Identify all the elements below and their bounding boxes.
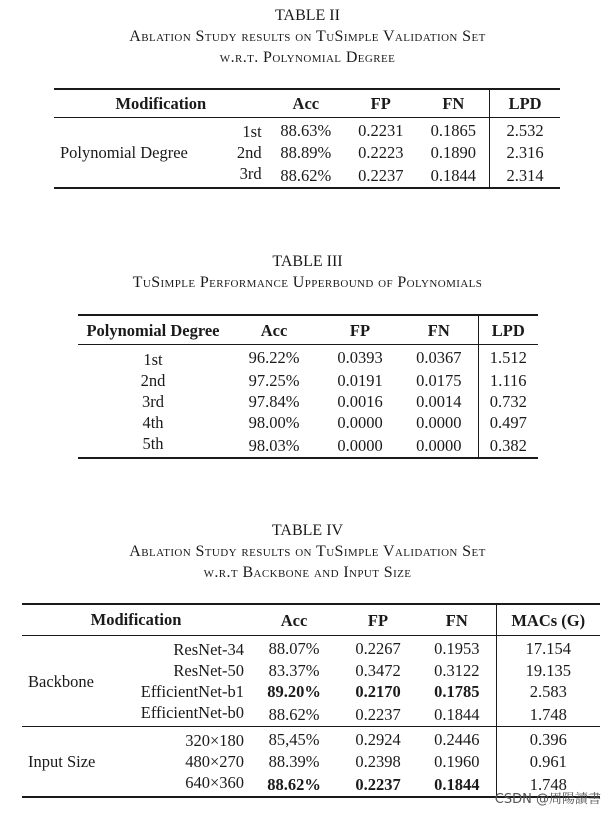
table4-caption-line2: w.r.t Backbone and Input Size bbox=[203, 564, 412, 581]
table3-header-row bbox=[78, 315, 538, 345]
table4-cell-acc: 88.62% bbox=[268, 704, 320, 724]
table3-cell-fp: 0.0000 bbox=[337, 435, 383, 455]
table3-cell-lpd: 1.116 bbox=[478, 370, 538, 391]
table2-header-modification: Modification bbox=[115, 94, 207, 113]
table3-cell-lpd: 0.732 bbox=[478, 391, 538, 412]
table4-cell-sub: ResNet-50 bbox=[173, 661, 244, 680]
table4-group-backbone: Backbone bbox=[28, 671, 94, 691]
table3-cell-fp: 0.0393 bbox=[337, 348, 383, 367]
table4-cell-macs: 1.748 bbox=[496, 772, 600, 797]
table-row bbox=[54, 118, 560, 143]
table3-header-fp: FP bbox=[349, 320, 371, 340]
table4-cell-acc: 83.37% bbox=[268, 661, 320, 680]
table3-caption-line1: TuSimple Performance Upperbound of Polynomials bbox=[132, 274, 483, 291]
table2-cell-sub: 1st bbox=[242, 122, 262, 141]
table4-group-input-size: Input Size bbox=[28, 752, 96, 771]
table3-cell-acc: 98.00% bbox=[248, 413, 300, 432]
table3-cell-degree: 1st bbox=[143, 350, 163, 369]
table3-cell-lpd: 0.497 bbox=[478, 412, 538, 433]
table2-caption-line1: Ablation Study results on TuSimple Validation Set bbox=[129, 28, 486, 45]
table4-cell-fn: 0.1960 bbox=[434, 752, 480, 771]
table4-header-fn: FN bbox=[445, 610, 468, 630]
table2-cell-lpd: 2.532 bbox=[490, 118, 560, 143]
table2-cell-sub: 3rd bbox=[239, 164, 262, 183]
table4-cell-sub: ResNet-34 bbox=[173, 640, 244, 659]
table4-cell-fn: 0.1844 bbox=[434, 704, 480, 724]
table4-cell-sub: EfficientNet-b1 bbox=[140, 682, 244, 701]
table-row bbox=[78, 412, 538, 433]
table2-header-fp: FP bbox=[370, 94, 391, 113]
table4-cell-macs: 0.396 bbox=[496, 727, 600, 752]
table-row bbox=[78, 370, 538, 391]
table4-cell-sub: 640×360 bbox=[185, 773, 244, 792]
table-row bbox=[78, 433, 538, 458]
table4-cell-sub: EfficientNet-b0 bbox=[140, 703, 244, 722]
table4-cell-fp: 0.2398 bbox=[355, 752, 401, 771]
table4-cell-acc-best: 89.20% bbox=[267, 682, 321, 701]
table4-header-macs: MACs (G) bbox=[496, 604, 600, 636]
table2-cell-fn: 0.1890 bbox=[430, 143, 477, 162]
table4-cell-macs: 2.583 bbox=[496, 681, 600, 702]
table2-header-acc: Acc bbox=[292, 94, 320, 113]
watermark: CSDN @周陽讀書 bbox=[494, 792, 601, 807]
table3-cell-fn: 0.0000 bbox=[416, 413, 462, 432]
table4-cell-acc: 88.07% bbox=[268, 638, 320, 658]
table3-cell-acc: 97.25% bbox=[248, 371, 300, 390]
table4-cell-fp-best: 0.2237 bbox=[355, 774, 401, 794]
table3-cell-fn: 0.0175 bbox=[416, 371, 462, 390]
table3-cell-degree: 4th bbox=[142, 413, 164, 432]
table2-cell-fn: 0.1865 bbox=[430, 120, 477, 140]
table-row bbox=[22, 636, 600, 661]
table3-header-degree: Polynomial Degree bbox=[86, 321, 220, 340]
table4-header-modification: Modification bbox=[90, 610, 182, 629]
table-row bbox=[78, 345, 538, 371]
table4-cell-fp: 0.2237 bbox=[355, 704, 401, 724]
table3-cell-lpd: 1.512 bbox=[478, 345, 538, 371]
table2-cell-acc: 88.89% bbox=[280, 143, 332, 162]
table3 bbox=[78, 314, 538, 459]
table4-cell-fn-best: 0.1785 bbox=[434, 682, 480, 701]
table4-cell-sub: 320×180 bbox=[185, 731, 244, 750]
table4-cell-macs: 19.135 bbox=[496, 660, 600, 681]
table3-header-lpd: LPD bbox=[478, 315, 538, 345]
table4-cell-fn: 0.1953 bbox=[434, 638, 480, 658]
table4-cell-fp-best: 0.2170 bbox=[355, 682, 401, 701]
table4-cell-macs: 17.154 bbox=[496, 636, 600, 661]
table3-cell-lpd: 0.382 bbox=[478, 433, 538, 458]
table2-caption-line2: w.r.t. Polynomial Degree bbox=[219, 49, 396, 66]
table4-cell-acc: 85,45% bbox=[268, 729, 320, 749]
table4-cell-fp: 0.2267 bbox=[355, 638, 401, 658]
table-row bbox=[78, 391, 538, 412]
table-row bbox=[22, 727, 600, 752]
table4-header-acc: Acc bbox=[280, 610, 308, 630]
table3-header-acc: Acc bbox=[260, 320, 288, 340]
table4-title: TABLE IV bbox=[271, 522, 344, 539]
table4 bbox=[22, 603, 600, 798]
table3-cell-acc: 98.03% bbox=[248, 435, 300, 455]
table3-cell-fn: 0.0367 bbox=[416, 348, 462, 367]
table2-cell-fp: 0.2223 bbox=[358, 143, 404, 162]
table4-cell-fp: 0.2924 bbox=[355, 729, 401, 749]
table2-title: TABLE II bbox=[275, 7, 340, 24]
table2-cell-acc: 88.63% bbox=[280, 120, 332, 140]
table4-header-row bbox=[22, 604, 600, 636]
table3-title: TABLE III bbox=[272, 253, 343, 270]
table2-header-fn: FN bbox=[442, 94, 465, 113]
table2-group-label: Polynomial Degree bbox=[60, 143, 188, 162]
table4-cell-fn-best: 0.1844 bbox=[434, 774, 480, 794]
table2-cell-acc: 88.62% bbox=[280, 165, 332, 185]
table3-cell-fp: 0.0000 bbox=[337, 413, 383, 432]
table2-cell-fp: 0.2237 bbox=[358, 165, 404, 185]
table4-header-fp: FP bbox=[367, 610, 389, 630]
table3-cell-fn: 0.0000 bbox=[416, 435, 462, 455]
table3-cell-fp: 0.0016 bbox=[337, 392, 383, 411]
table3-cell-acc: 97.84% bbox=[248, 392, 300, 411]
table2-header-row bbox=[54, 89, 560, 118]
table4-cell-acc-best: 88.62% bbox=[267, 774, 321, 794]
table4-cell-fn: 0.2446 bbox=[434, 729, 480, 749]
table2-header-lpd: LPD bbox=[490, 89, 560, 118]
table4-cell-fn: 0.3122 bbox=[434, 661, 480, 680]
table2-cell-sub: 2nd bbox=[236, 143, 262, 162]
table4-cell-macs: 0.961 bbox=[496, 751, 600, 772]
table2 bbox=[54, 88, 560, 189]
table3-cell-degree: 3rd bbox=[142, 392, 164, 411]
table3-cell-acc: 96.22% bbox=[248, 348, 300, 367]
table3-cell-fn: 0.0014 bbox=[416, 392, 462, 411]
table4-cell-fp: 0.3472 bbox=[355, 661, 401, 680]
table3-cell-degree: 5th bbox=[142, 434, 164, 453]
table2-cell-fn: 0.1844 bbox=[430, 165, 477, 185]
table2-cell-lpd: 2.316 bbox=[490, 142, 560, 163]
table3-cell-fp: 0.0191 bbox=[337, 371, 383, 390]
table4-cell-acc: 88.39% bbox=[268, 752, 320, 771]
table3-header-fn: FN bbox=[427, 320, 450, 340]
table2-cell-fp: 0.2231 bbox=[358, 120, 404, 140]
table4-cell-sub: 480×270 bbox=[185, 752, 244, 771]
table2-cell-lpd: 2.314 bbox=[490, 163, 560, 188]
table3-cell-degree: 2nd bbox=[140, 371, 166, 390]
table4-caption-line1: Ablation Study results on TuSimple Validation Set bbox=[129, 543, 486, 560]
table4-cell-macs: 1.748 bbox=[496, 702, 600, 727]
